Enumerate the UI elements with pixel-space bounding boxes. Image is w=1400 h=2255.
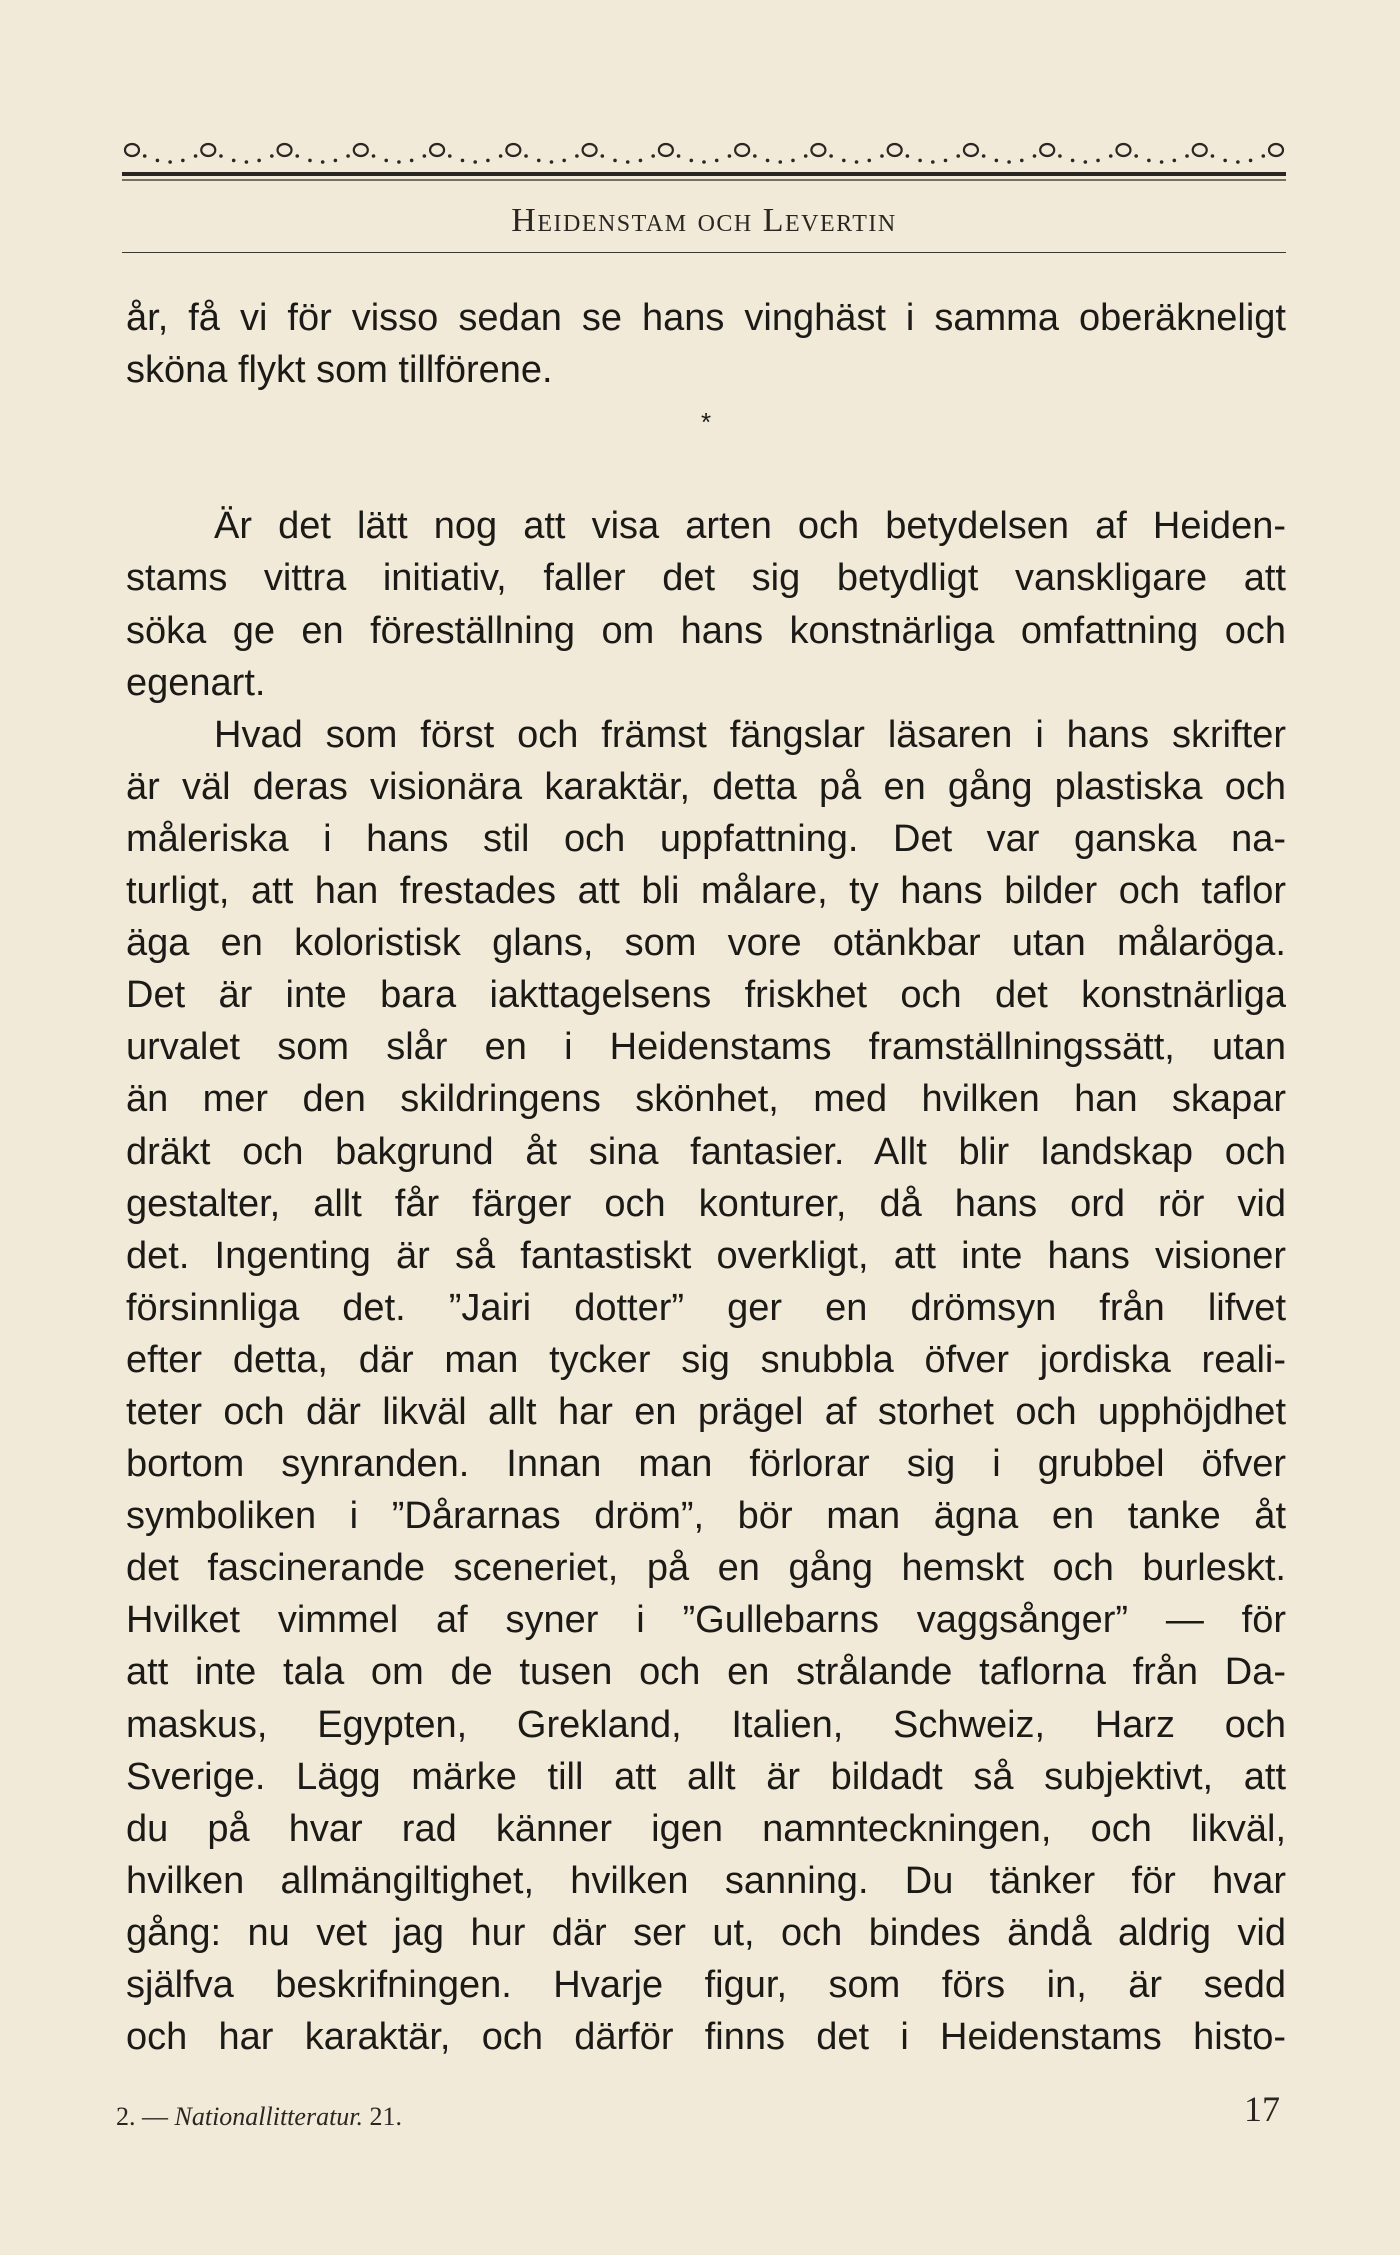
text-line: du på hvar rad känner igen namnteckningen, och likväl, xyxy=(126,1807,1286,1850)
text-line: sköna flykt som tillförene. xyxy=(126,349,553,392)
text-line: gestalter, allt får färger och konturer, då hans ord rör vid xyxy=(126,1182,1286,1225)
signature-title: Nationallitteratur. xyxy=(174,2102,364,2131)
header-rule xyxy=(122,252,1286,253)
page-number: 17 xyxy=(1244,2089,1280,2129)
text-line: försinnliga det. ”Jairi dotter” ger en drömsyn från lifvet xyxy=(126,1286,1286,1329)
chain-ornament-icon xyxy=(122,120,1286,190)
text-line: äga en koloristisk glans, som vore otänkbar utan målaröga. xyxy=(126,922,1286,965)
blank-line xyxy=(126,448,1286,500)
text-line: Är det lätt nog att visa arten och betydelsen af Heiden- xyxy=(214,505,1286,548)
text-line: symboliken i ”Dårarnas dröm”, bör man ägna en tanke åt xyxy=(126,1495,1286,1538)
page-body-text xyxy=(126,292,1286,2063)
text-line: Sverige. Lägg märke till att allt är bildadt så subjektivt, att xyxy=(126,1755,1286,1798)
text-line: det. Ingenting är så fantastiskt overkligt, att inte hans visioner xyxy=(126,1234,1286,1277)
text-line: att inte tala om de tusen och en strålande taflorna från Da- xyxy=(126,1651,1286,1694)
text-line: det fascinerande sceneriet, på en gång hemskt och burleskt. xyxy=(126,1547,1286,1590)
text-line: själfva beskrifningen. Hvarje figur, som förs in, är sedd xyxy=(126,1964,1286,2006)
text-line: stams vittra initiativ, faller det sig betydligt vanskligare att xyxy=(126,557,1286,600)
text-line: Hvilket vimmel af syner i ”Gullebarns vaggsånger” — för xyxy=(126,1599,1286,1642)
text-line: Hvad som först och främst fängslar läsaren i hans skrifter xyxy=(214,713,1286,756)
text-line: egenart. xyxy=(126,661,266,704)
printer-signature xyxy=(116,2102,402,2132)
running-head: Heidenstam och Levertin xyxy=(511,202,897,239)
text-line: turligt, att han frestades att bli målare, ty hans bilder och taflor xyxy=(126,870,1286,913)
text-line: teter och där likväl allt har en prägel af storhet och upphöjdhet xyxy=(126,1390,1286,1433)
text-line: är väl deras visionära karaktär, detta på en gång plastiska och xyxy=(126,765,1286,808)
text-line: bortom synranden. Innan man förlorar sig i grubbel öfver xyxy=(126,1443,1286,1486)
text-line: söka ge en föreställning om hans konstnärliga omfattning och xyxy=(126,609,1286,652)
text-line: dräkt och bakgrund åt sina fantasier. Allt blir landskap och xyxy=(126,1130,1286,1173)
text-line: efter detta, där man tycker sig snubbla öfver jordiska reali- xyxy=(126,1338,1286,1381)
section-divider-asterisk: * xyxy=(700,407,712,438)
text-line: gång: nu vet jag hur där ser ut, och bindes ändå aldrig vid xyxy=(126,1911,1286,1954)
text-line: år, få vi för visso sedan se hans vinghäst i samma oberäkneligt xyxy=(126,297,1286,339)
text-line: och har karaktär, och därför finns det i Heidenstams histo- xyxy=(126,2016,1286,2059)
text-line: än mer den skildringens skönhet, med hvilken han skapar xyxy=(126,1078,1286,1121)
signature-prefix: 2. — xyxy=(116,2102,175,2131)
text-line: måleriska i hans stil och uppfattning. Det var ganska na- xyxy=(126,817,1286,860)
text-line: hvilken allmängiltighet, hvilken sanning. Du tänker för hvar xyxy=(126,1859,1286,1902)
signature-number: 21. xyxy=(363,2102,403,2131)
text-line: maskus, Egypten, Grekland, Italien, Schweiz, Harz och xyxy=(126,1703,1286,1746)
text-line: Det är inte bara iakttagelsens friskhet och det konstnärliga xyxy=(126,974,1286,1017)
text-line: urvalet som slår en i Heidenstams framställningssätt, utan xyxy=(126,1026,1286,1069)
